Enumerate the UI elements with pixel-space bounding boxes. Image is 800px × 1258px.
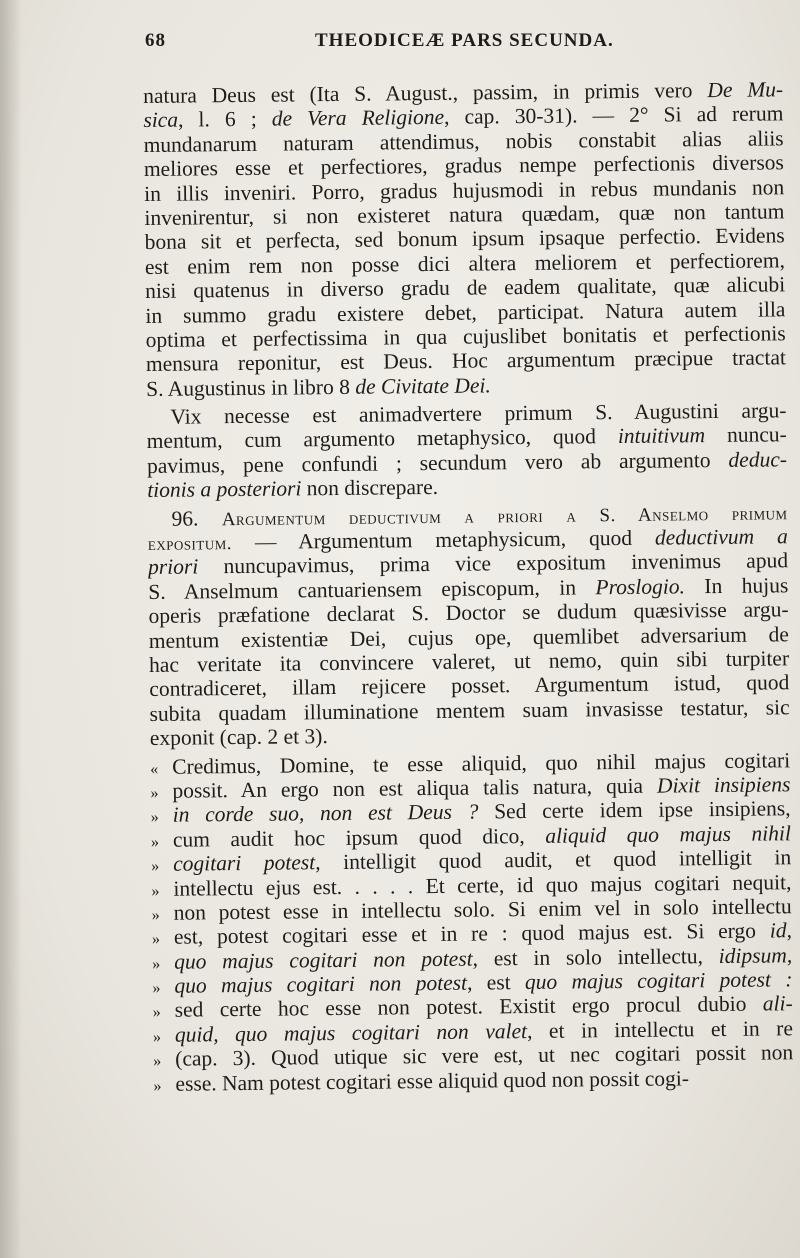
quote-mark: »	[151, 931, 161, 949]
text-segment: optima et perfectissima in qua cujuslibet bonitatis et perfectionis	[145, 321, 786, 352]
text-segment: Credimus, Domine, te esse aliquid, quo nihil majus cogitari	[172, 747, 791, 779]
text-segment: , l. 6 ;	[177, 107, 272, 133]
text-segment: quo majus cogitari non potest	[174, 946, 473, 974]
text-segment: in summo gradu existere debet, participat. Natura autem illa	[145, 296, 786, 328]
text-segment: contradiceret, illam rejicere posset. Argumentum istud, quod	[149, 670, 790, 702]
text-segment: in illis inveniri. Porro, gradus hujusmodi in rebus mundanis non	[144, 174, 785, 206]
text-segment: meliores esse et perfectiores, gradus nempe perfectionis diversos	[143, 150, 784, 182]
text-segment: in corde suo, non est Deus ?	[172, 799, 479, 828]
text-segment: mentum, cum argumento metaphysico, quod	[146, 424, 619, 454]
text-segment: Proslogio.	[595, 574, 686, 600]
quote-mark: »	[151, 882, 160, 900]
text-segment: tionis a posteriori	[147, 476, 302, 503]
text-segment: pavimus, pene confundi ; secundum vero ab argumento	[146, 447, 729, 478]
text-segment: intelligit quod audit, et quod intelligit in	[320, 845, 792, 875]
text-segment: aliquid quo majus nihil	[545, 820, 792, 848]
text-segment: idipsum,	[718, 942, 793, 968]
text-segment: id,	[769, 918, 793, 943]
text-segment: quo majus cogitari non potest	[174, 970, 468, 998]
text-segment: In hujus	[684, 573, 789, 599]
quote-mark: »	[152, 1004, 161, 1022]
text-segment: subita quadam illuminatione mentem suam invasisse testatur, sic	[149, 695, 790, 726]
text-segment: possit. An ergo non est aliqua talis natura, quia	[172, 773, 658, 803]
text-segment: de Civitate Dei.	[355, 373, 491, 399]
text-segment: 96.	[171, 505, 222, 531]
text-segment: est, potest cogitari esse et in re : quod majus est. Si ergo	[173, 918, 770, 950]
quote-mark: »	[152, 1028, 162, 1046]
quote-mark: »	[150, 833, 160, 851]
text-segment: quid, quo majus cogitari non valet	[174, 1018, 528, 1047]
text-segment: nuncupavimus, prima vice expositum invenimus apud	[198, 548, 789, 579]
text-segment: Argumentum deductivum a priori a S. Anselmo primum	[221, 502, 788, 530]
body-text	[143, 77, 794, 1096]
text-segment: S. Augustinus in libro 8	[146, 374, 356, 401]
quote-mark: »	[151, 906, 160, 924]
anselm-quote	[150, 748, 794, 1096]
quote-mark: »	[153, 1077, 162, 1095]
text-segment: Dixit insipiens	[656, 772, 791, 798]
text-segment: (cap. 3). Quod utique sic vere est, ut nec cogitari possit non	[175, 1040, 794, 1071]
quote-mark: »	[152, 979, 161, 998]
text-segment: est enim rem non posse dici altera meliorem et perfectiorem,	[144, 248, 786, 279]
page-header	[145, 30, 785, 64]
text-segment: non potest esse in intellectu solo. Si enim vel in solo intellectu	[173, 894, 792, 925]
page-number: 68	[145, 30, 166, 51]
text-segment: S. Anselmum cantuariensem episcopum, in	[148, 575, 596, 604]
text-segment: , cap. 30-31). — 2° Si ad rerum	[443, 101, 784, 130]
text-segment: , est in solo intellectu,	[472, 943, 719, 971]
text-segment: nuncu-	[704, 422, 787, 448]
text-segment: Sed certe idem ipse insipiens,	[478, 796, 791, 824]
text-segment: mundanarum naturam attendimus, nobis constabit alias aliis	[143, 126, 784, 157]
text-segment: natura Deus est (Ita S. August., passim, in primis vero	[143, 78, 708, 108]
quote-mark: »	[150, 784, 159, 802]
text-segment: sed certe hoc esse non potest. Existit ergo procul dubio	[174, 992, 763, 1023]
text-segment: De Mu-	[707, 77, 784, 103]
text-segment: non discrepare.	[301, 475, 439, 501]
text-segment: — Argumentum metaphysicum, quod	[231, 525, 656, 555]
text-segment: bona sit et perfecta, sed bonum ipsum ipsaque perfectio. Evidens	[144, 223, 785, 255]
text-segment: cum audit hoc ipsum quod dico,	[172, 823, 546, 852]
text-segment: expositum.	[147, 533, 233, 556]
text-segment: operis præfatione declarat S. Doctor se dudum quæsivisse argu-	[148, 597, 789, 629]
text-segment: ali-	[762, 991, 793, 1017]
paragraph-2	[146, 398, 787, 502]
text-segment: deduc-	[728, 447, 788, 472]
text-segment: intuitivum	[617, 423, 706, 449]
text-segment: quo majus cogitari potest :	[524, 967, 793, 995]
quote-mark: «	[150, 760, 159, 778]
quote-mark: »	[152, 955, 161, 973]
running-title: THEODICEÆ PARS SECUNDA.	[315, 30, 614, 51]
text-segment: mensura reponitur, est Deus. Hoc argumentum præcipue tractat	[145, 345, 787, 377]
quote-mark: »	[150, 809, 159, 827]
text-segment: de Vera Religione	[271, 105, 445, 132]
text-segment: deductivum a	[654, 524, 788, 550]
text-segment: hac veritate ita convincere valeret, ut nemo, quin sibi turpiter	[148, 646, 790, 677]
text-segment: esse. Nam potest cogitari esse aliquid quod non possit cogi-	[175, 1065, 690, 1096]
text-segment: exponit (cap. 2 et 3).	[149, 724, 328, 751]
text-segment: Vix necesse est animadvertere primum S. Augustini argu-	[170, 398, 787, 429]
paragraph-1	[143, 77, 786, 401]
text-segment: invenirentur, si non existeret natura quædam, quæ non tantum	[144, 199, 785, 230]
text-segment: intellectu ejus est. . . . . Et certe, id quo majus cogitari nequit,	[173, 869, 792, 901]
text-segment: mentum existentiæ Dei, cujus ope, quemlibet adversarium de	[148, 621, 789, 653]
quote-mark: »	[153, 1053, 162, 1071]
text-segment: cogitari potest,	[173, 850, 321, 876]
paragraph-96	[147, 500, 790, 751]
text-segment: sica	[143, 108, 179, 133]
text-segment: priori	[147, 554, 199, 580]
text-segment: , est	[466, 970, 526, 995]
quote-mark: »	[151, 857, 160, 876]
text-segment: nisi quatenus in diverso gradu de eadem qualitate, quæ alicubi	[145, 272, 786, 304]
text-segment: , et in intellectu et in re	[526, 1016, 794, 1043]
